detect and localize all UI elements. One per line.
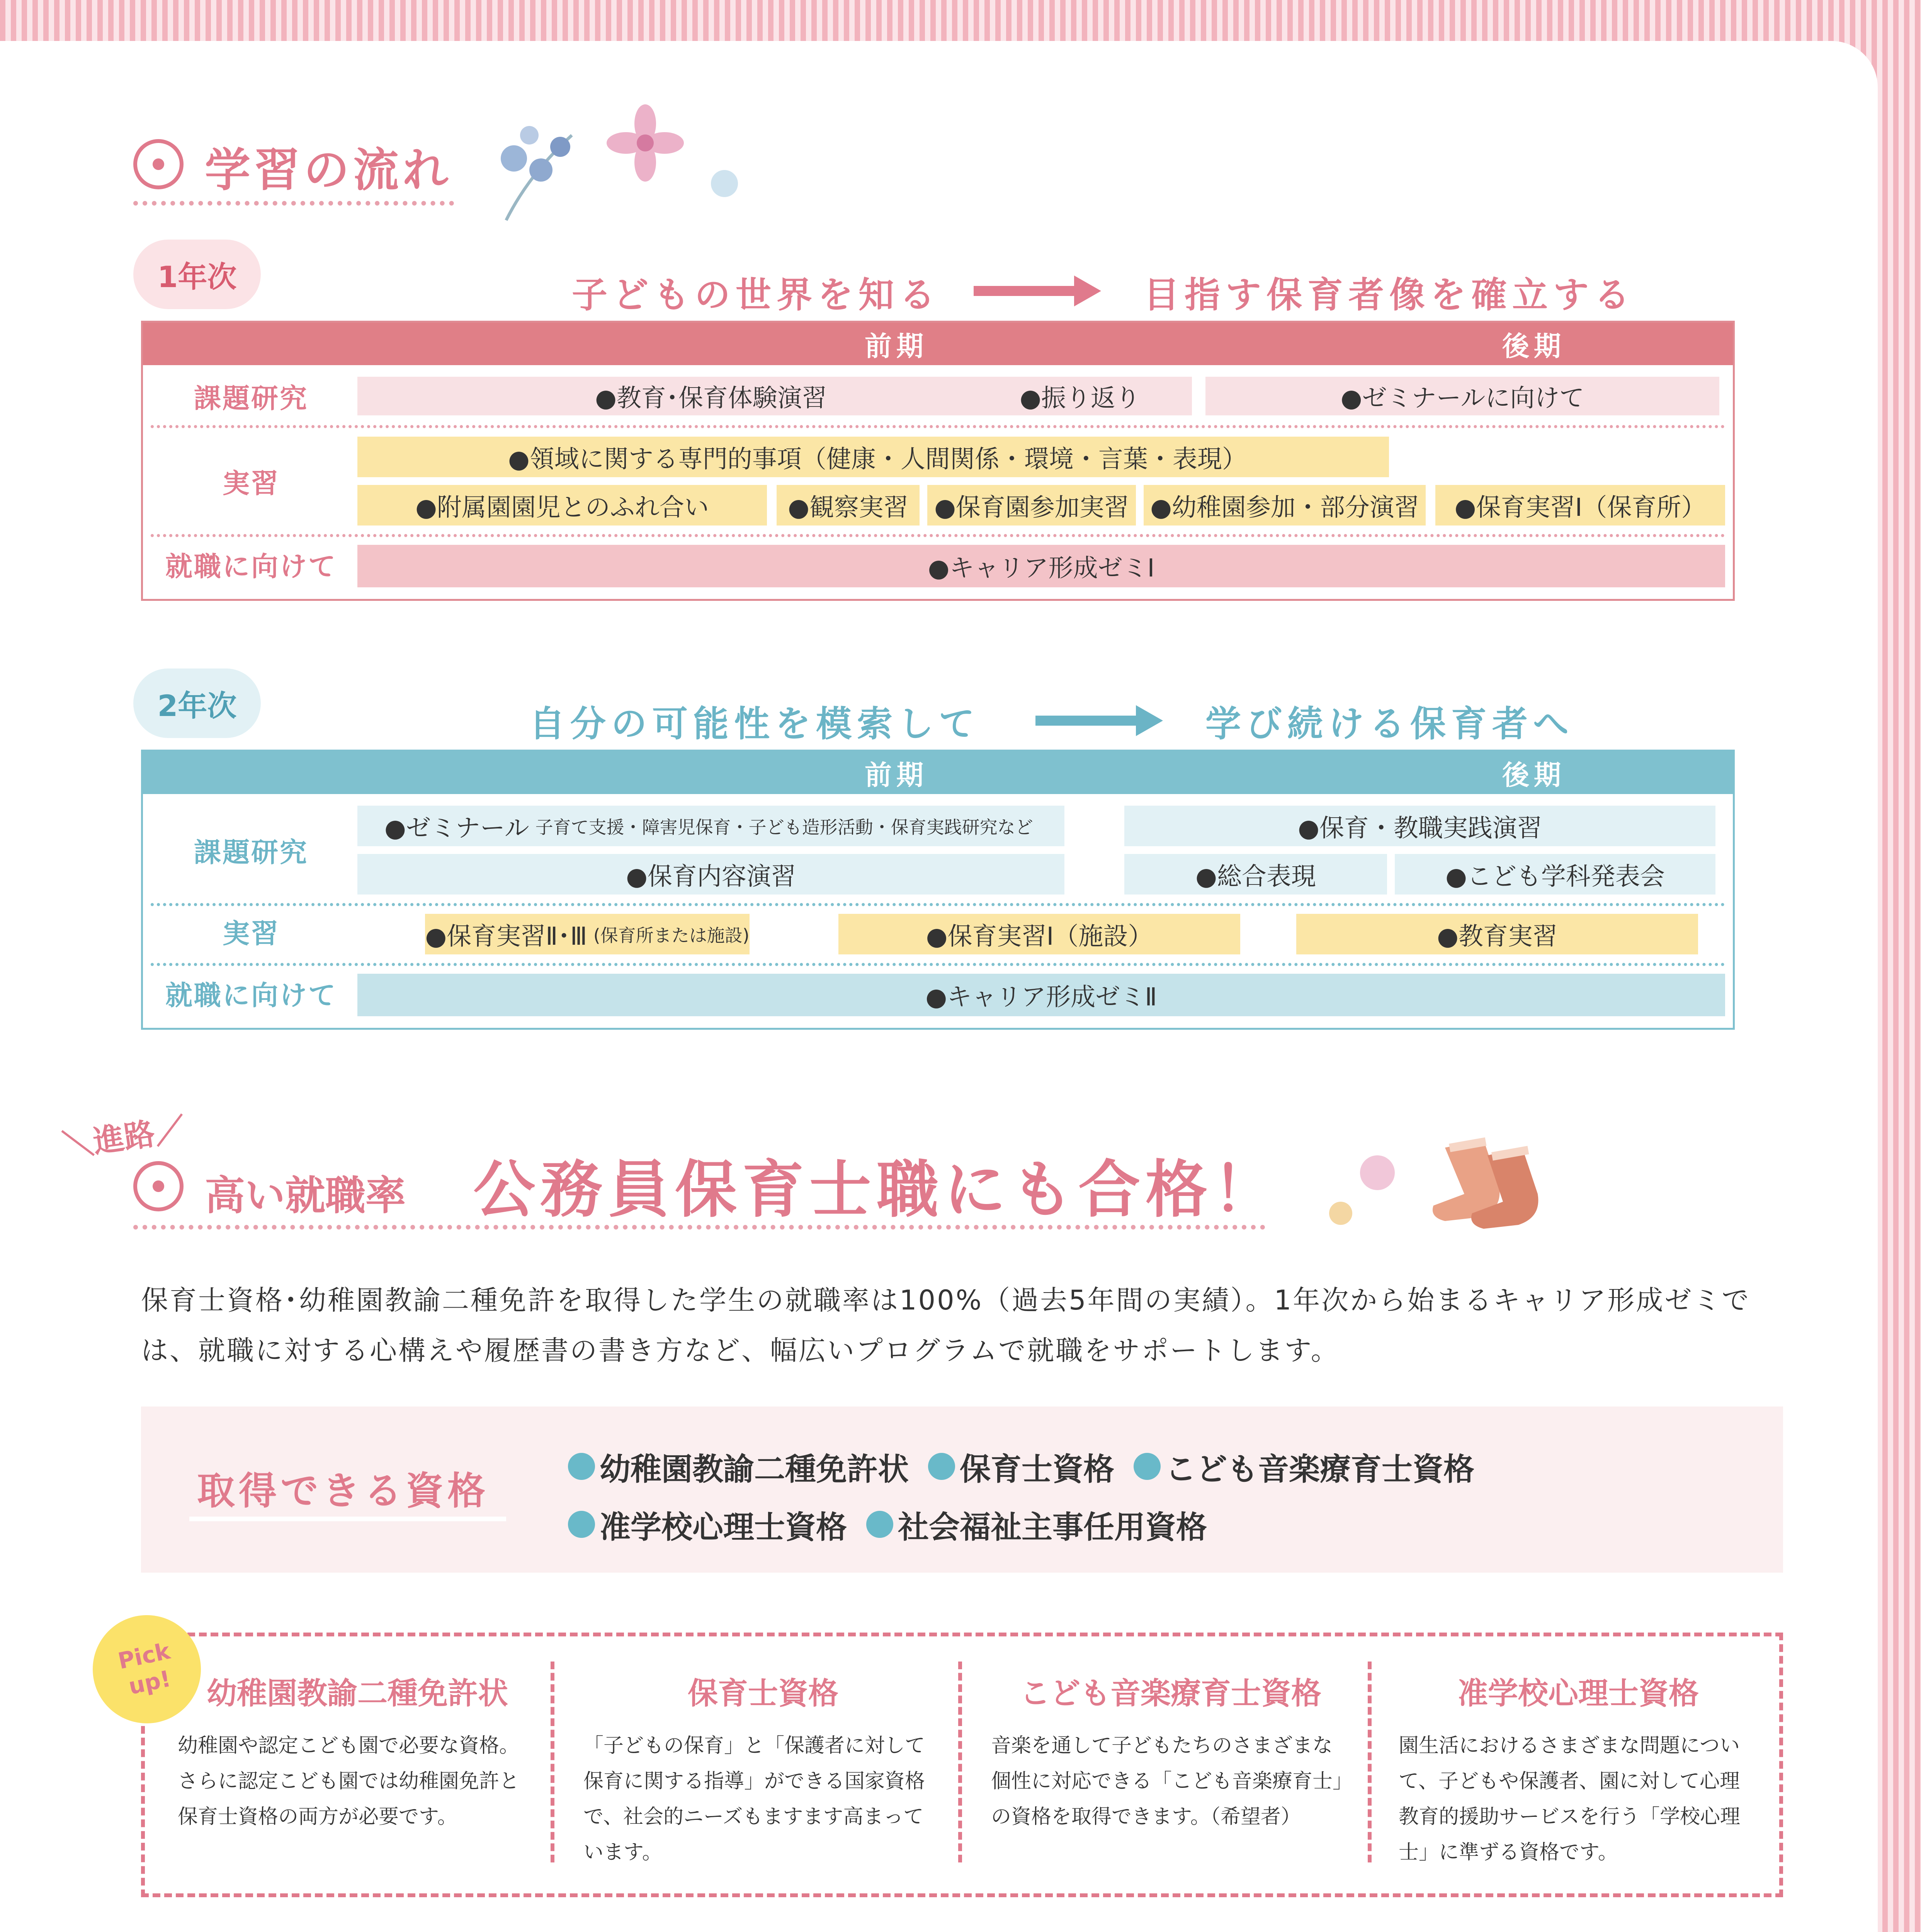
pickup-col-title: こども音楽療育士資格: [1020, 1676, 1321, 1711]
career-title-underline: [133, 1225, 1265, 1230]
flow-title-underline: [133, 201, 454, 206]
year1-row-separator: [151, 425, 1725, 428]
pickup-divider: [551, 1662, 554, 1862]
pickup-badge: Pick up!: [83, 1605, 211, 1733]
year2-cell-p2: ●保育実習Ⅰ（施設）: [838, 914, 1240, 954]
year2-cell-p1-main: ●保育実習Ⅱ･Ⅲ: [425, 922, 587, 951]
year2-cell-r1b: ●保育・教職実践演習: [1124, 806, 1715, 846]
year2-label-practice: 実習: [223, 917, 280, 949]
year1-phase-right: 目指す保育者像を確立する: [1144, 274, 1635, 316]
botanical-decoration: [483, 112, 599, 228]
qualification-item: [866, 1502, 1207, 1547]
qualifications-list: [568, 1437, 1766, 1553]
career-title-small: 高い就職率: [205, 1172, 406, 1219]
qualifications-title-underline: [189, 1517, 506, 1521]
year1-cell-p1: ●領域に関する専門的事項（健康・人間関係・環境・言葉・表現）: [357, 437, 1389, 477]
year2-cell-r1a: [357, 806, 1064, 846]
bullet-icon: [568, 1511, 595, 1538]
pink-flower-decoration: [607, 104, 684, 182]
flow-title: 学習の流れ: [205, 143, 452, 197]
pickup-col-3: [991, 1669, 1350, 1835]
year1-cell-r1a: ●教育･保育体験演習: [357, 377, 1064, 415]
qualification-item: [568, 1444, 909, 1489]
qualification-item: [928, 1444, 1114, 1489]
year1-row-separator: [151, 534, 1725, 537]
career-title-big: 公務員保育士職にも合格！: [473, 1153, 1280, 1226]
socks-illustration: [1422, 1132, 1561, 1233]
year1-cell-p2d: ●幼稚園参加・部分演習: [1144, 485, 1426, 526]
pickup-col-4: [1399, 1669, 1758, 1870]
qualifications-row: [568, 1495, 1766, 1553]
pickup-col-2: [583, 1669, 943, 1870]
year2-cell-p1: [425, 914, 750, 954]
year1-cell-p2a: ●附属園園児とのふれ合い: [357, 485, 767, 526]
pickup-col-title: 幼稚園教諭二種免許状: [206, 1676, 508, 1711]
year1-arrow: [974, 286, 1074, 296]
year2-phase-left: 自分の可能性を模索して: [529, 703, 980, 745]
year2-head-late: 後期: [1502, 759, 1566, 791]
year1-cell-r1b: ●振り返り: [968, 377, 1192, 415]
career-tag: ＼進路／: [60, 1111, 188, 1164]
qualification-label: 社会福祉主事任用資格: [898, 1509, 1207, 1545]
qualifications-row: [568, 1437, 1766, 1495]
small-blue-flower-decoration: [711, 170, 738, 197]
career-tag-label: 進路: [91, 1116, 157, 1160]
year2-badge: 2年次: [133, 668, 261, 738]
year1-cell-c1: ●キャリア形成ゼミⅠ: [357, 545, 1725, 587]
flower-icon: [133, 139, 184, 189]
pickup-divider: [958, 1662, 962, 1862]
year2-row-separator: [151, 903, 1725, 906]
year1-label-practice: 実習: [223, 467, 280, 499]
pickup-col-1: [178, 1669, 537, 1835]
year2-head-early: 前期: [865, 759, 928, 791]
year1-label-career: 就職に向けて: [165, 550, 337, 582]
bullet-icon: [1134, 1453, 1161, 1480]
flower-icon: [133, 1161, 184, 1211]
bubble-decoration: [1360, 1155, 1395, 1190]
bullet-icon: [568, 1453, 595, 1480]
year2-cell-r2c: ●こども学科発表会: [1395, 854, 1715, 895]
bubble-decoration: [1329, 1202, 1352, 1225]
year2-cell-r1a-main: ●ゼミナール: [384, 814, 529, 843]
year2-cell-r1a-sub: 子育て支援・障害児保育・子ども造形活動・保育実践研究など: [535, 816, 1033, 838]
pickup-col-title: 保育士資格: [687, 1676, 838, 1711]
year2-label-research: 課題研究: [194, 836, 308, 868]
year1-cell-p2c: ●保育園参加実習: [927, 485, 1136, 526]
pickup-col-text: 「子どもの保育」と「保護者に対して保育に関する指導」ができる国家資格で、社会的ニーズもますます高まっています。: [583, 1734, 925, 1864]
pickup-col-text: 園生活におけるさまざまな問題について、子どもや保護者、園に対して心理教育的援助サービスを行う「学校心理士」に準ずる資格です。: [1399, 1734, 1741, 1864]
qualification-label: 保育士資格: [960, 1451, 1114, 1487]
year2-table: [141, 750, 1735, 1030]
year2-row-separator: [151, 963, 1725, 966]
year2-cell-c1: ●キャリア形成ゼミⅡ: [357, 974, 1725, 1016]
year1-cell-r1c: ●ゼミナールに向けて: [1205, 377, 1719, 415]
year2-label-career: 就職に向けて: [165, 979, 337, 1011]
qualification-label: 准学校心理士資格: [600, 1509, 847, 1545]
year2-cell-r2b: ●総合表現: [1124, 854, 1387, 895]
pickup-col-text: 音楽を通して子どもたちのさまざまな個性に対応できる「こども音楽療育士」の資格を取得できます。（希望者）: [991, 1734, 1343, 1828]
pickup-col-text: 幼稚園や認定こども園で必要な資格。さらに認定こども園では幼稚園免許と保育士資格の両方が必要です。: [178, 1734, 520, 1828]
year2-arrow: [1035, 716, 1136, 726]
pickup-col-title: 准学校心理士資格: [1457, 1676, 1699, 1711]
bullet-icon: [928, 1453, 955, 1480]
year1-head-late: 後期: [1502, 330, 1566, 362]
year2-phase-right: 学び続ける保育者へ: [1205, 703, 1574, 745]
pickup-divider: [1368, 1662, 1372, 1862]
bullet-icon: [866, 1511, 893, 1538]
year1-cell-p2e: ●保育実習Ⅰ（保育所）: [1435, 485, 1725, 526]
qualification-item: [568, 1502, 847, 1547]
year1-cell-p2b: ●観察実習: [777, 485, 920, 526]
year2-cell-p1-sub: (保育所または施設): [593, 925, 750, 946]
qualification-label: 幼稚園教諭二種免許状: [600, 1451, 909, 1487]
qualification-item: [1134, 1444, 1474, 1489]
qualification-label: こども音楽療育士資格: [1165, 1451, 1474, 1487]
year1-badge: 1年次: [133, 240, 261, 309]
year1-label-research: 課題研究: [194, 382, 308, 414]
year2-cell-p3: ●教育実習: [1296, 914, 1698, 954]
year1-table: [141, 321, 1735, 601]
year2-cell-r2a: ●保育内容演習: [357, 854, 1064, 895]
year1-phase-left: 子どもの世界を知る: [572, 274, 941, 316]
career-text: 保育士資格･幼稚園教諭二種免許を取得した学生の就職率は100%（過去5年間の実績）。1年次から始まるキャリア形成ゼミでは、就職に対する心構えや履歴書の書き方など、幅広いプログラムで就職をサポートします。: [141, 1284, 1751, 1366]
qualifications-title: 取得できる資格: [197, 1469, 490, 1513]
year1-arrow-head: [1074, 276, 1101, 306]
year2-arrow-head: [1136, 705, 1163, 736]
year1-head-early: 前期: [865, 330, 928, 362]
